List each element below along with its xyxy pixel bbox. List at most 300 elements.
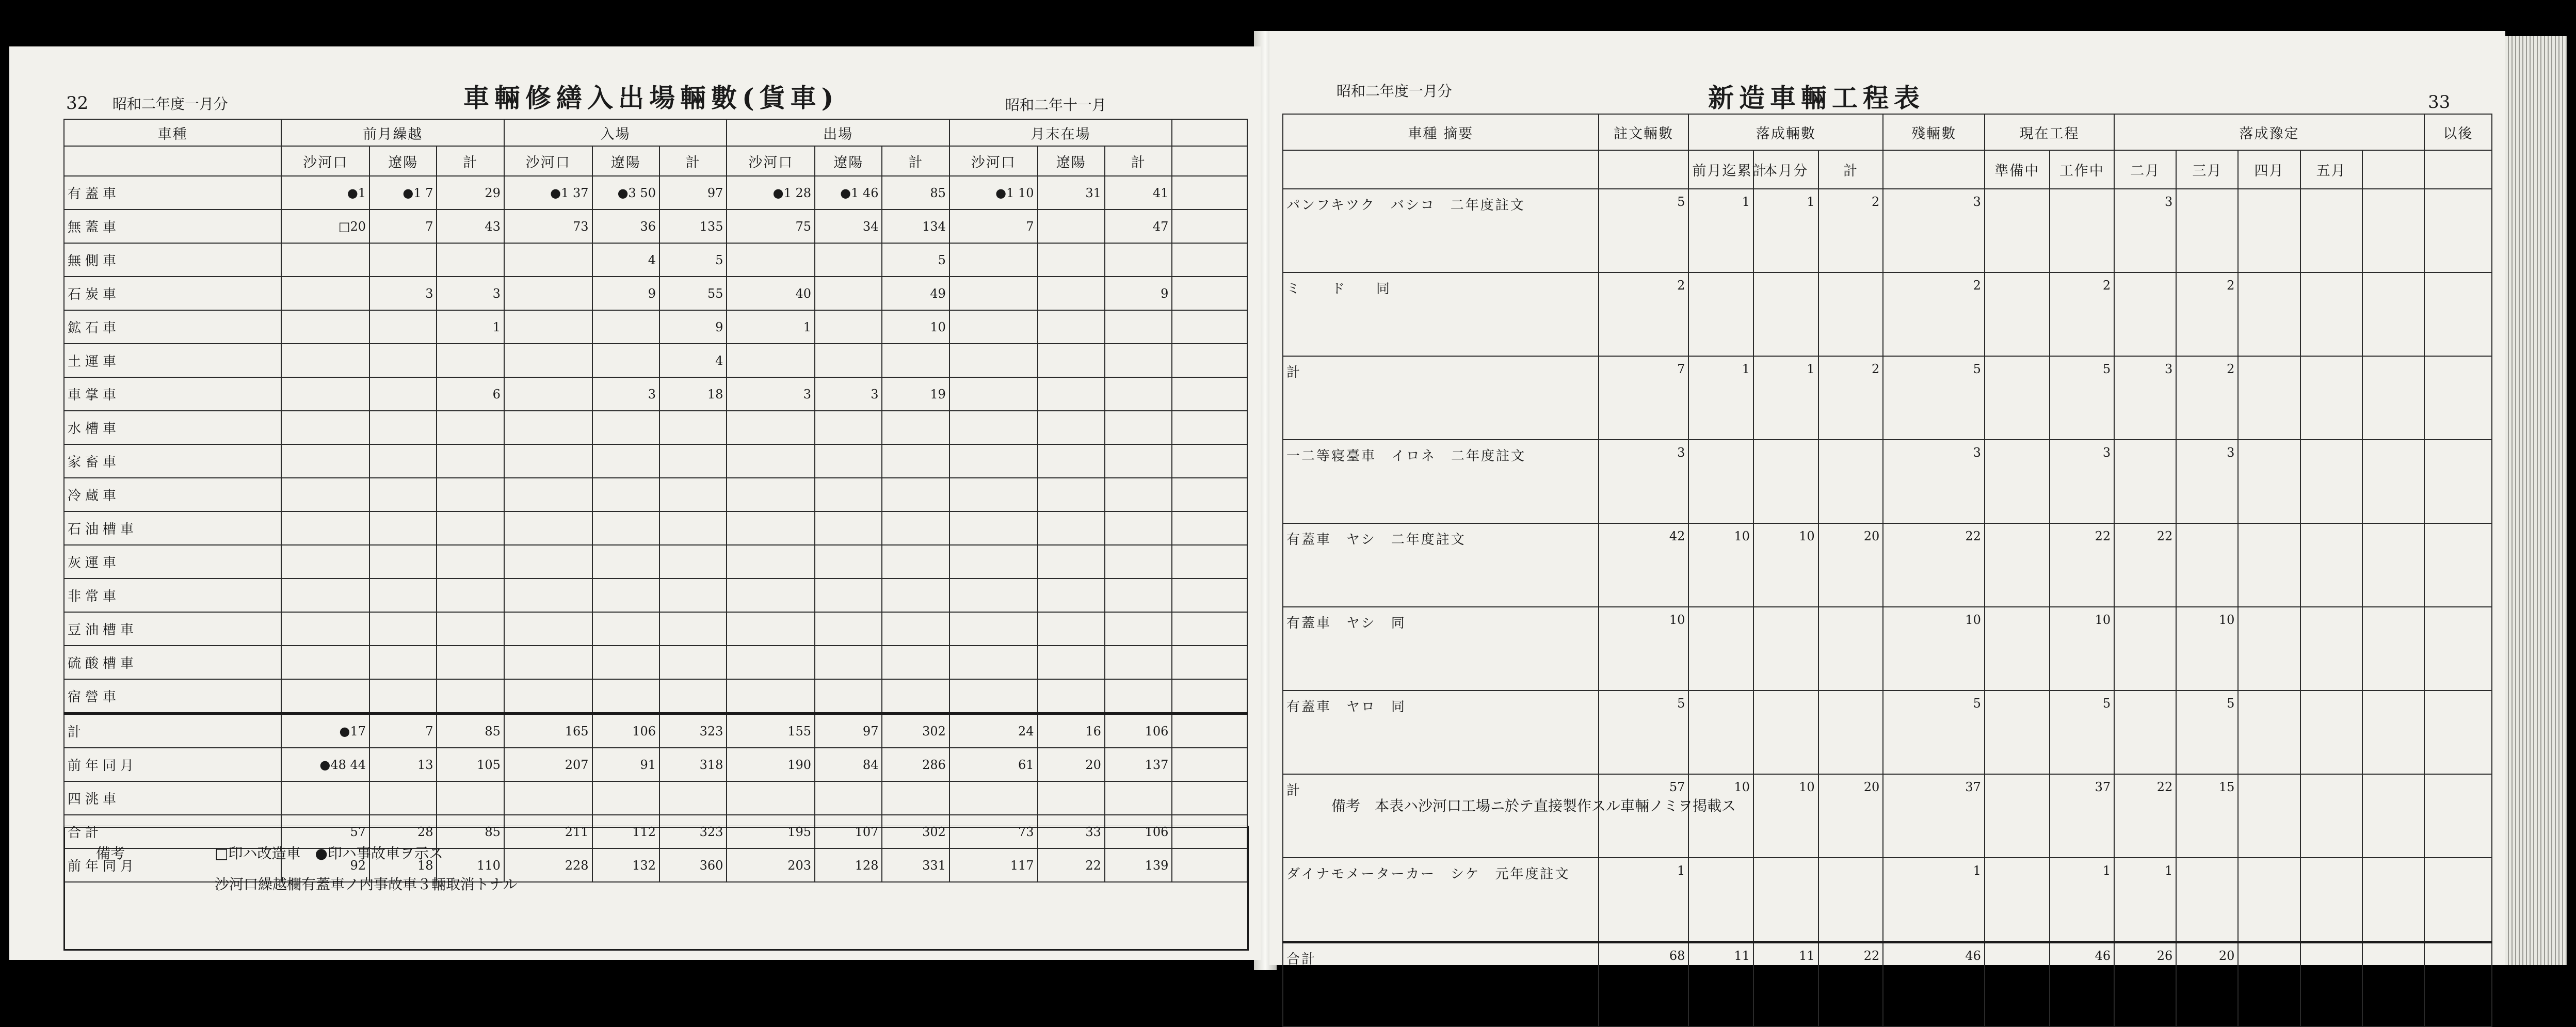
table-cell xyxy=(659,646,727,679)
table-cell xyxy=(281,444,369,478)
table-cell xyxy=(1985,607,2050,691)
row-label: パンフキツク バシコ 二年度註文 xyxy=(1283,189,1599,272)
table-cell: 36 xyxy=(592,210,659,243)
table-cell xyxy=(1688,272,1753,356)
left-page xyxy=(9,46,1261,960)
table-cell: 207 xyxy=(504,748,592,781)
header-sub: 沙河口 xyxy=(727,146,815,176)
header-sub xyxy=(2362,150,2424,189)
table-cell: 3 xyxy=(2114,356,2176,440)
table-cell xyxy=(2238,440,2300,523)
header-sub: 計 xyxy=(1818,150,1883,189)
table-cell xyxy=(592,310,659,344)
header-group-in: 入場 xyxy=(504,119,727,146)
repair-shop-table xyxy=(63,119,1248,882)
table-cell xyxy=(2114,440,2176,523)
table-cell xyxy=(882,344,949,377)
row-label: 硫酸槽車 xyxy=(64,646,281,679)
table-cell xyxy=(369,781,437,815)
table-cell: 46 xyxy=(2050,942,2115,1027)
header-current-stage: 現在工程 xyxy=(1985,114,2114,150)
header-sub: 本月分 xyxy=(1753,150,1818,189)
table-cell xyxy=(592,679,659,714)
table-cell: 22 xyxy=(1883,523,1985,607)
table-cell xyxy=(369,243,437,277)
table-cell xyxy=(1172,176,1247,210)
row-label: 合計 xyxy=(1283,942,1599,1027)
table-cell xyxy=(1753,272,1818,356)
table-cell: 106 xyxy=(592,714,659,748)
table-cell xyxy=(2362,774,2424,858)
table-row xyxy=(64,714,1247,748)
table-cell xyxy=(504,344,592,377)
table-cell xyxy=(815,646,882,679)
table-cell xyxy=(592,344,659,377)
table-cell: 139 xyxy=(1105,848,1172,882)
table-cell: 5 xyxy=(2176,691,2238,774)
table-cell xyxy=(949,310,1038,344)
table-cell xyxy=(592,478,659,511)
table-cell: 85 xyxy=(437,815,504,848)
table-cell: 110 xyxy=(437,848,504,882)
table-cell: 105 xyxy=(437,748,504,781)
table-cell xyxy=(437,344,504,377)
table-cell xyxy=(727,411,815,444)
right-page-period: 昭和二年度一月分 xyxy=(1337,83,1453,100)
table-cell xyxy=(2300,607,2362,691)
table-row xyxy=(1283,942,2492,1027)
table-cell: ●17 xyxy=(281,714,369,748)
table-cell xyxy=(1105,310,1172,344)
table-cell: ●1 46 xyxy=(815,176,882,210)
table-cell xyxy=(1038,612,1105,646)
table-cell: 85 xyxy=(882,176,949,210)
table-cell: 20 xyxy=(1818,774,1883,858)
table-cell xyxy=(1038,444,1105,478)
table-cell: 360 xyxy=(659,848,727,882)
table-cell: 7 xyxy=(1599,356,1689,440)
table-cell xyxy=(2176,523,2238,607)
header-sub: 工作中 xyxy=(2050,150,2115,189)
table-cell: 203 xyxy=(727,848,815,882)
table-cell xyxy=(504,545,592,579)
table-row xyxy=(64,176,1247,210)
table-cell xyxy=(2362,272,2424,356)
table-cell xyxy=(659,511,727,545)
table-cell: 5 xyxy=(1883,356,1985,440)
table-cell: 5 xyxy=(659,243,727,277)
header-group-prev: 前月繰越 xyxy=(281,119,504,146)
table-cell: 42 xyxy=(1599,523,1689,607)
table-cell xyxy=(949,679,1038,714)
table-cell xyxy=(1172,545,1247,579)
table-cell xyxy=(592,444,659,478)
table-cell xyxy=(659,781,727,815)
row-label: ミ ド 同 xyxy=(1283,272,1599,356)
table-cell xyxy=(1985,356,2050,440)
table-cell xyxy=(727,579,815,612)
table-cell xyxy=(369,344,437,377)
table-cell xyxy=(1172,377,1247,411)
table-cell: 37 xyxy=(1883,774,1985,858)
table-row xyxy=(64,243,1247,277)
header-after: 以後 xyxy=(2424,114,2492,150)
table-cell xyxy=(727,478,815,511)
table-cell xyxy=(1038,243,1105,277)
header-sub xyxy=(2424,150,2492,189)
left-page-header-note: 昭和二年十一月 xyxy=(1005,97,1107,114)
table-row xyxy=(1283,272,2492,356)
table-cell xyxy=(727,612,815,646)
table-cell: 1 xyxy=(1688,189,1753,272)
table-cell xyxy=(815,679,882,714)
table-cell xyxy=(1172,210,1247,243)
table-cell: 10 xyxy=(1753,523,1818,607)
table-cell: 22 xyxy=(2114,523,2176,607)
table-cell xyxy=(727,646,815,679)
row-label: 家畜車 xyxy=(64,444,281,478)
table-cell xyxy=(1038,310,1105,344)
table-cell xyxy=(2362,356,2424,440)
table-cell xyxy=(1688,858,1753,942)
table-cell: 286 xyxy=(882,748,949,781)
table-row xyxy=(64,612,1247,646)
table-cell xyxy=(1172,714,1247,748)
table-cell xyxy=(949,243,1038,277)
table-cell xyxy=(815,411,882,444)
table-cell: 49 xyxy=(882,277,949,310)
table-cell: 20 xyxy=(2176,942,2238,1027)
table-cell xyxy=(1985,523,2050,607)
table-cell xyxy=(1038,679,1105,714)
table-cell xyxy=(1753,858,1818,942)
table-cell: 3 xyxy=(2050,440,2115,523)
table-cell: 5 xyxy=(2050,356,2115,440)
table-cell xyxy=(1038,511,1105,545)
table-cell xyxy=(659,444,727,478)
table-cell: 40 xyxy=(727,277,815,310)
table-cell xyxy=(2362,607,2424,691)
table-cell xyxy=(727,781,815,815)
left-page-number: 32 xyxy=(66,93,89,114)
table-cell xyxy=(949,511,1038,545)
table-cell xyxy=(815,545,882,579)
table-cell: 13 xyxy=(369,748,437,781)
table-cell xyxy=(727,243,815,277)
table-cell xyxy=(882,478,949,511)
table-cell xyxy=(369,310,437,344)
header-group-out: 出場 xyxy=(727,119,949,146)
table-cell: □20 xyxy=(281,210,369,243)
table-row xyxy=(64,210,1247,243)
table-cell xyxy=(949,277,1038,310)
table-cell xyxy=(592,579,659,612)
table-cell: 18 xyxy=(659,377,727,411)
table-cell xyxy=(369,579,437,612)
table-cell xyxy=(504,781,592,815)
table-cell xyxy=(437,612,504,646)
table-cell: 10 xyxy=(1883,607,1985,691)
table-cell xyxy=(1172,478,1247,511)
table-cell: 61 xyxy=(949,748,1038,781)
table-cell xyxy=(281,344,369,377)
row-label: 石油槽車 xyxy=(64,511,281,545)
table-row xyxy=(1283,607,2492,691)
header-sub: 三月 xyxy=(2176,150,2238,189)
table-cell xyxy=(281,579,369,612)
table-cell xyxy=(882,679,949,714)
row-label: 灰運車 xyxy=(64,545,281,579)
table-cell: 3 xyxy=(2176,440,2238,523)
table-cell: 2 xyxy=(1599,272,1689,356)
table-cell: 1 xyxy=(1883,858,1985,942)
row-label: 豆油槽車 xyxy=(64,612,281,646)
header-sub: 沙河口 xyxy=(281,146,369,176)
table-cell: 2 xyxy=(2176,272,2238,356)
table-cell: 165 xyxy=(504,714,592,748)
table-cell: 84 xyxy=(815,748,882,781)
header-sub: 前月迄累計 xyxy=(1688,150,1753,189)
table-cell xyxy=(727,444,815,478)
table-cell xyxy=(659,478,727,511)
row-label: 石炭車 xyxy=(64,277,281,310)
table-cell xyxy=(2300,440,2362,523)
row-label: 合計 xyxy=(64,815,281,848)
table-cell xyxy=(815,579,882,612)
table-cell xyxy=(1818,691,1883,774)
table-cell xyxy=(1105,511,1172,545)
table-cell xyxy=(1172,748,1247,781)
table-cell: 46 xyxy=(1883,942,1985,1027)
new-vehicle-table xyxy=(1282,114,2492,1027)
table-cell xyxy=(369,511,437,545)
table-cell xyxy=(882,444,949,478)
row-label: 水槽車 xyxy=(64,411,281,444)
table-cell xyxy=(1985,189,2050,272)
table-cell: 57 xyxy=(281,815,369,848)
table-cell: 22 xyxy=(2050,523,2115,607)
table-cell xyxy=(1172,310,1247,344)
table-cell xyxy=(437,243,504,277)
table-cell xyxy=(949,646,1038,679)
notes-label: 備考 xyxy=(96,845,125,862)
header-sub: 遼陽 xyxy=(1038,146,1105,176)
table-cell xyxy=(2362,858,2424,942)
table-cell xyxy=(1172,781,1247,815)
table-cell: 10 xyxy=(1599,607,1689,691)
row-label: 有蓋車 xyxy=(64,176,281,210)
table-cell: 117 xyxy=(949,848,1038,882)
table-cell xyxy=(949,579,1038,612)
table-cell xyxy=(2362,189,2424,272)
table-row xyxy=(1283,523,2492,607)
table-cell xyxy=(815,444,882,478)
table-cell: 135 xyxy=(659,210,727,243)
table-cell: ●1 28 xyxy=(727,176,815,210)
table-cell xyxy=(1688,607,1753,691)
table-cell xyxy=(504,646,592,679)
header-sub: 遼陽 xyxy=(815,146,882,176)
table-cell xyxy=(369,679,437,714)
table-cell xyxy=(504,444,592,478)
row-label: 有蓋車 ヤシ 同 xyxy=(1283,607,1599,691)
table-cell: 228 xyxy=(504,848,592,882)
table-cell: ●48 44 xyxy=(281,748,369,781)
table-cell xyxy=(949,344,1038,377)
table-cell xyxy=(504,579,592,612)
table-cell xyxy=(2300,691,2362,774)
header-sub xyxy=(1599,150,1689,189)
notes-line: 沙河口繰越欄有蓋車ノ内事故車３輛取消トナル xyxy=(215,876,518,893)
table-cell: 112 xyxy=(592,815,659,848)
row-label: 無側車 xyxy=(64,243,281,277)
table-cell: 43 xyxy=(437,210,504,243)
table-cell: ●1 7 xyxy=(369,176,437,210)
table-cell xyxy=(2362,523,2424,607)
table-cell xyxy=(1985,942,2050,1027)
table-cell xyxy=(1172,679,1247,714)
table-cell xyxy=(1172,411,1247,444)
table-cell xyxy=(1818,272,1883,356)
table-cell xyxy=(1753,440,1818,523)
table-cell xyxy=(437,646,504,679)
header-ordered-count: 註文輛數 xyxy=(1599,114,1689,150)
table-cell: 7 xyxy=(369,714,437,748)
table-cell xyxy=(1038,646,1105,679)
table-cell xyxy=(815,511,882,545)
table-cell xyxy=(437,478,504,511)
table-cell xyxy=(369,646,437,679)
table-cell: 4 xyxy=(659,344,727,377)
table-cell: 1 xyxy=(2050,858,2115,942)
table-cell xyxy=(659,612,727,646)
table-cell: 331 xyxy=(882,848,949,882)
table-row xyxy=(64,545,1247,579)
header-sub: 沙河口 xyxy=(949,146,1038,176)
table-cell: 16 xyxy=(1038,714,1105,748)
table-cell xyxy=(504,511,592,545)
row-label: ダイナモメーターカー シケ 元年度註文 xyxy=(1283,858,1599,942)
left-notes-box xyxy=(63,826,1249,951)
table-cell: 302 xyxy=(882,815,949,848)
table-cell xyxy=(2114,691,2176,774)
table-cell: 6 xyxy=(437,377,504,411)
table-cell: 33 xyxy=(1038,815,1105,848)
table-cell xyxy=(281,545,369,579)
table-cell xyxy=(1172,646,1247,679)
table-row xyxy=(64,444,1247,478)
table-cell xyxy=(2300,272,2362,356)
table-cell: 11 xyxy=(1753,942,1818,1027)
table-cell xyxy=(1105,545,1172,579)
table-row xyxy=(64,781,1247,815)
row-label: 鉱石車 xyxy=(64,310,281,344)
left-page-title: 車輛修繕入出場輛數(貨車) xyxy=(463,83,839,113)
table-cell xyxy=(281,243,369,277)
table-cell xyxy=(2176,858,2238,942)
table-cell xyxy=(727,511,815,545)
table-cell: 9 xyxy=(659,310,727,344)
header-sub: 遼陽 xyxy=(369,146,437,176)
table-cell xyxy=(1105,781,1172,815)
sub-header-row xyxy=(1283,150,2492,189)
table-cell xyxy=(882,545,949,579)
table-cell: 190 xyxy=(727,748,815,781)
table-cell xyxy=(1818,858,1883,942)
table-cell xyxy=(1105,478,1172,511)
table-cell: 85 xyxy=(437,714,504,748)
header-group-end: 月末在場 xyxy=(949,119,1172,146)
table-cell: 2 xyxy=(1818,189,1883,272)
table-cell xyxy=(2362,942,2424,1027)
right-page-number: 33 xyxy=(2428,92,2451,113)
table-cell xyxy=(2238,272,2300,356)
table-cell: 19 xyxy=(882,377,949,411)
table-cell xyxy=(592,612,659,646)
table-cell xyxy=(2300,523,2362,607)
row-label: 宿營車 xyxy=(64,679,281,714)
table-cell xyxy=(1688,440,1753,523)
table-row xyxy=(64,478,1247,511)
table-cell xyxy=(1172,579,1247,612)
table-cell: 26 xyxy=(2114,942,2176,1027)
header-sub: 二月 xyxy=(2114,150,2176,189)
table-cell xyxy=(1038,545,1105,579)
table-cell: 10 xyxy=(882,310,949,344)
row-label: 土運車 xyxy=(64,344,281,377)
table-cell: 31 xyxy=(1038,176,1105,210)
row-label: 車掌車 xyxy=(64,377,281,411)
table-cell: 5 xyxy=(1599,691,1689,774)
table-cell xyxy=(1038,210,1105,243)
table-cell: 3 xyxy=(2114,189,2176,272)
table-cell xyxy=(2424,942,2492,1027)
table-cell: 1 xyxy=(1753,189,1818,272)
table-row xyxy=(1283,356,2492,440)
table-cell xyxy=(2114,607,2176,691)
table-cell xyxy=(949,478,1038,511)
table-cell: 3 xyxy=(815,377,882,411)
table-cell xyxy=(815,310,882,344)
table-cell xyxy=(437,411,504,444)
table-cell xyxy=(2238,356,2300,440)
table-cell xyxy=(949,377,1038,411)
table-cell xyxy=(1038,478,1105,511)
table-row xyxy=(64,748,1247,781)
row-label: 前年同月 xyxy=(64,848,281,882)
table-cell: 92 xyxy=(281,848,369,882)
table-cell xyxy=(281,612,369,646)
table-cell: 97 xyxy=(815,714,882,748)
row-label: 計 xyxy=(1283,356,1599,440)
table-cell xyxy=(2238,523,2300,607)
table-cell xyxy=(882,612,949,646)
table-cell xyxy=(2424,523,2492,607)
table-cell xyxy=(1985,691,2050,774)
header-sub: 計 xyxy=(1105,146,1172,176)
table-cell xyxy=(815,243,882,277)
table-cell xyxy=(504,612,592,646)
table-cell xyxy=(2424,272,2492,356)
table-cell: 20 xyxy=(1038,748,1105,781)
table-cell xyxy=(2114,272,2176,356)
table-cell: 318 xyxy=(659,748,727,781)
table-cell xyxy=(504,478,592,511)
header-blank xyxy=(1172,119,1247,146)
table-row xyxy=(64,377,1247,411)
table-cell xyxy=(504,243,592,277)
table-cell: 195 xyxy=(727,815,815,848)
